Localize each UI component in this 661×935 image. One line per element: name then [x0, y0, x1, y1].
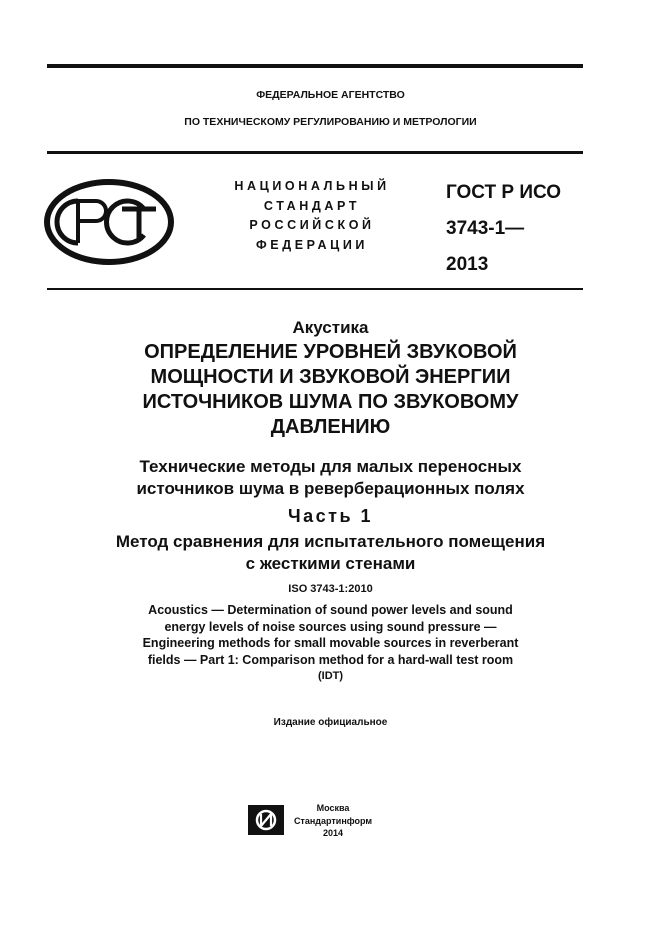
- publisher-name: Стандартинформ: [293, 815, 373, 826]
- subtitle-line-2: источников шума в реверберационных полях: [136, 479, 525, 498]
- standartinform-logo-icon: [248, 805, 284, 835]
- method-title-line-1: Метод сравнения для испытательного помещения: [115, 532, 546, 551]
- designation-line-1: ГОСТ Р ИСО: [446, 182, 562, 203]
- english-title-line-4: fields — Part 1: Comparison method for a hard-wall test room: [147, 652, 514, 667]
- designation-line-2: 3743-1—: [446, 218, 525, 239]
- main-title-line-2: МОЩНОСТИ И ЗВУКОВОЙ ЭНЕРГИИ: [150, 366, 511, 388]
- main-title-line-4: ДАВЛЕНИЮ: [270, 416, 391, 438]
- standard-type-line-2: СТАНДАРТ: [263, 198, 361, 213]
- agency-line-1: ФЕДЕРАЛЬНОЕ АГЕНТСТВО: [256, 89, 405, 101]
- top-rule: [47, 64, 583, 68]
- english-title-line-3: Engineering methods for small movable sources in reverberant: [142, 636, 519, 650]
- english-title-line-2: energy levels of noise sources using sound pressure —: [164, 619, 497, 634]
- edition-label: Издание официальное: [273, 717, 388, 728]
- rst-certification-mark-icon: [44, 179, 174, 265]
- method-title-line-2: с жесткими стенами: [245, 554, 416, 573]
- standard-designation: [446, 175, 561, 283]
- subtitle: [0, 456, 661, 500]
- designation-line-3: 2013: [446, 254, 489, 275]
- header-bottom-rule: [47, 288, 583, 290]
- equivalence-mark: (IDT): [317, 670, 344, 682]
- english-title-line-1: Acoustics — Determination of sound power levels and sound: [148, 603, 513, 617]
- standard-type-line-4: ФЕДЕРАЦИИ: [255, 237, 368, 252]
- publisher-city: Москва: [316, 803, 350, 813]
- main-title: [0, 340, 661, 440]
- main-title-line-1: ОПРЕДЕЛЕНИЕ УРОВНЕЙ ЗВУКОВОЙ: [144, 341, 517, 363]
- agency-line-2: ПО ТЕХНИЧЕСКОМУ РЕГУЛИРОВАНИЮ И МЕТРОЛОГИИ: [184, 116, 477, 128]
- standard-type-line-1: НАЦИОНАЛЬНЫЙ: [234, 179, 390, 193]
- section-title: Акустика: [292, 318, 369, 337]
- method-title: [0, 531, 661, 575]
- subtitle-line-1: Технические методы для малых переносных: [139, 457, 522, 476]
- standard-type-line-3: РОССИЙСКОЙ: [249, 218, 375, 232]
- standard-type: [212, 177, 412, 255]
- publisher-year: 2014: [322, 828, 344, 838]
- publisher: [293, 802, 373, 840]
- main-title-line-3: ИСТОЧНИКОВ ШУМА ПО ЗВУКОВОМУ: [142, 391, 519, 413]
- iso-code: ISO 3743-1:2010: [288, 583, 373, 595]
- part-title: Часть 1: [287, 506, 374, 526]
- english-title: [0, 602, 661, 668]
- agency-bottom-rule: [47, 151, 583, 154]
